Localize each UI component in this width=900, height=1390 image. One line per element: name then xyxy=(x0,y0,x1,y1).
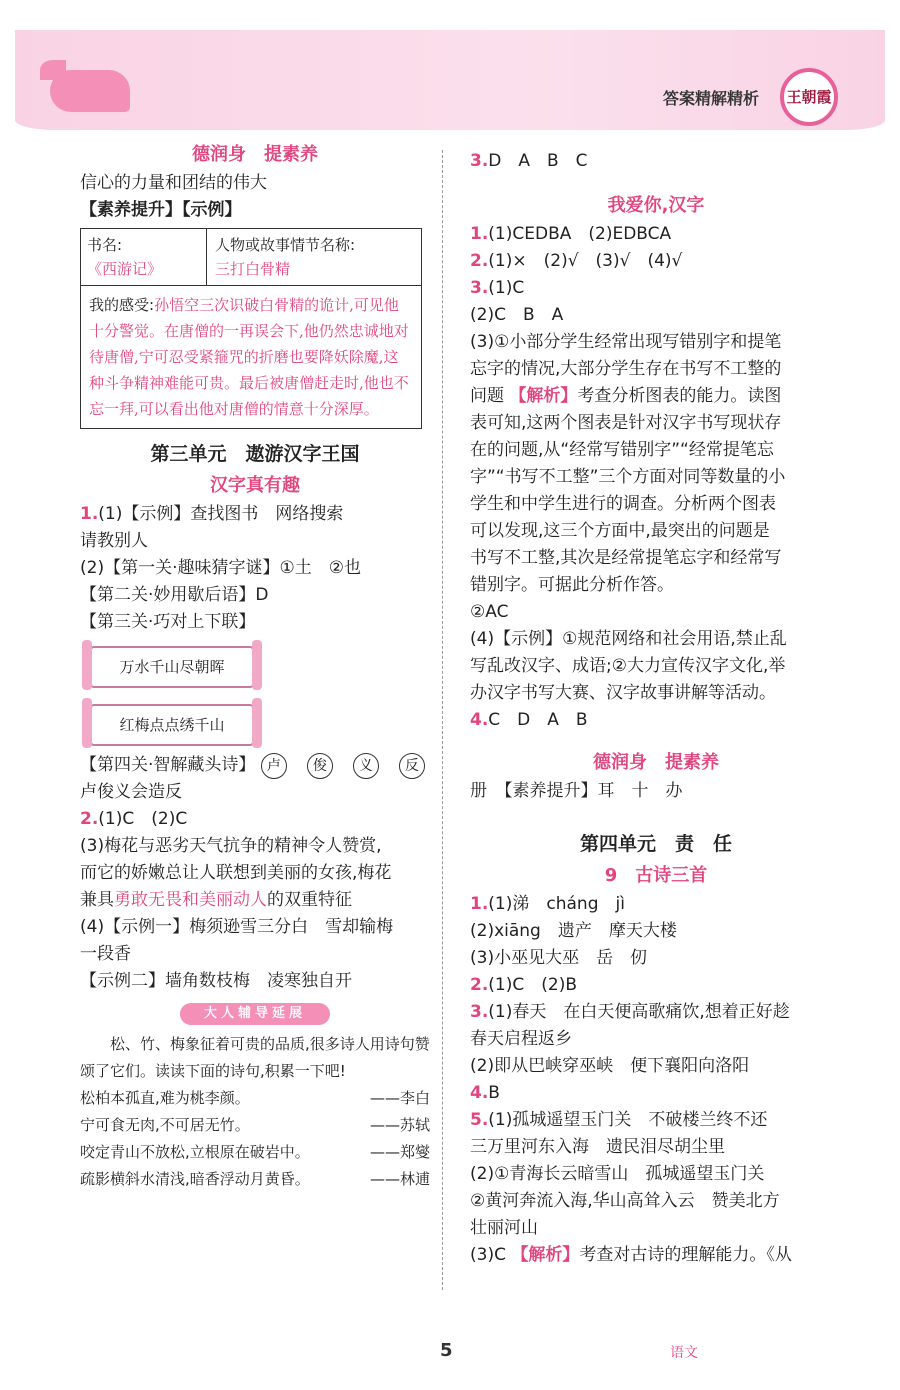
extension-banner: 大人辅导延展 xyxy=(180,1003,330,1025)
subject-label: 语文 xyxy=(670,1345,698,1361)
answer-text: D A B C xyxy=(488,151,588,171)
answer-line: 请教别人 xyxy=(80,531,148,551)
answer-line: (3)小巫见大巫 岳 仞 xyxy=(470,948,648,968)
answer-line: 学生和中学生进行的调查。分析两个图表 xyxy=(470,494,776,514)
answer-text: (1)春天 在白天便高歌痛饮,想着正好趁 xyxy=(488,1002,790,1022)
question-number: 5. xyxy=(470,1110,489,1130)
answer-line: 【示例二】墙角数枝梅 凌寒独自开 xyxy=(80,971,352,991)
answer-line xyxy=(470,148,842,175)
feeling-value: 孙悟空三次识破白骨精的诡计,可见他十分警觉。在唐僧的一再误会下,他仍然忠诚地对待唐僧,宁可忍受紧箍咒的折磨也要降妖除魔,这种斗争精神难能可贵。最后被唐僧赶走时,他也不忘一拜,可以看出他对唐僧的情意十分深厚。 xyxy=(89,296,409,418)
answer-line: 而它的娇嫩总让人联想到美丽的女孩,梅花 xyxy=(80,863,392,883)
answer-line: 字”“书写不工整”三个方面对同等数量的小 xyxy=(470,467,786,487)
circled-char: 反 xyxy=(399,753,425,779)
answer-line xyxy=(470,275,842,302)
unit-title: 第四单元 责 任 xyxy=(579,833,732,855)
answer-line xyxy=(470,972,842,999)
story-label: 人物或故事情节名称: xyxy=(215,236,356,254)
answer-line: 写乱改汉字、成语;②大力宣传汉字文化,举 xyxy=(470,656,786,676)
feeling-cell xyxy=(81,286,421,428)
poem-text: 咬定青山不放松,立根原在破岩中。 xyxy=(80,1143,310,1161)
answer-text: (1)涕 cháng jì xyxy=(488,894,625,914)
question-number: 4. xyxy=(470,1083,489,1103)
poem-line xyxy=(80,1139,430,1166)
analysis-tag: 【解析】 xyxy=(511,1245,580,1265)
poem-author: ——郑燮 xyxy=(369,1143,430,1161)
poem-line xyxy=(80,1166,430,1193)
answer-line: ②AC xyxy=(470,602,509,622)
reading-table xyxy=(80,228,422,429)
answer-line: (3)①小部分学生经常出现写错别字和提笔 xyxy=(470,332,782,352)
poem-author: ——林逋 xyxy=(369,1170,430,1188)
lesson-title: 9 古诗三首 xyxy=(604,865,708,886)
answer-line: (4)【示例】①规范网络和社会用语,禁止乱 xyxy=(470,629,787,649)
answer-line xyxy=(470,383,842,410)
answer-text: (1)CEDBA (2)EDBCA xyxy=(488,224,672,244)
answer-line xyxy=(470,891,842,918)
question-number: 2. xyxy=(470,251,489,271)
question-number: 3. xyxy=(470,1002,489,1022)
question-number: 1. xyxy=(80,504,99,524)
page-header xyxy=(15,30,885,130)
question-number: 4. xyxy=(470,710,489,730)
feeling-label: 我的感受: xyxy=(89,296,155,314)
answer-line: 【第三关·巧对上下联】 xyxy=(80,612,256,632)
answer-line: 忘字的情况,大部分学生存在书写不工整的 xyxy=(470,359,782,379)
page-number: 5 xyxy=(440,1340,453,1361)
whale-icon xyxy=(50,70,130,112)
poem-text: 宁可食无肉,不可居无竹。 xyxy=(80,1116,250,1134)
couplet-scroll: 红梅点点绣千山 xyxy=(90,704,254,746)
answer-line xyxy=(470,999,842,1026)
answer-line: 春天启程返乡 xyxy=(470,1029,572,1049)
answer-text: (1)C xyxy=(488,278,525,298)
answer-line: 【第二关·妙用歇后语】D xyxy=(80,585,269,605)
answer-line xyxy=(470,1107,842,1134)
question-number: 2. xyxy=(470,975,489,995)
answer-text: 的双重特征 xyxy=(267,890,352,910)
poem-author: ——苏轼 xyxy=(369,1116,430,1134)
poem-author: ——李白 xyxy=(369,1089,430,1107)
poem-line xyxy=(80,1085,430,1112)
couplet-scroll: 万水千山尽朝晖 xyxy=(90,646,254,688)
question-number: 3. xyxy=(470,278,489,298)
answer-line: 一段香 xyxy=(80,944,131,964)
brand-logo: 王朝霞 xyxy=(780,68,838,126)
answer-line: 在的问题,从“经常写错别字”“经常提笔忘 xyxy=(470,440,774,460)
circled-char: 俊 xyxy=(307,753,333,779)
book-label: 书名: xyxy=(87,236,123,254)
answer-text: (1)C (2)B xyxy=(488,975,577,995)
story-cell xyxy=(207,229,421,285)
answer-text: 兼具 xyxy=(80,890,114,910)
book-cell xyxy=(81,229,207,285)
answer-line: 卢俊义会造反 xyxy=(80,782,182,802)
answer-line: (2)C B A xyxy=(470,305,564,325)
poem-line xyxy=(80,1112,430,1139)
answer-line: 【素养提升】【示例】 xyxy=(80,200,242,220)
unit-title: 第三单元 遨游汉字王国 xyxy=(150,443,360,465)
answer-text: 考查分析图表的能力。读图 xyxy=(577,386,782,406)
answer-line: (3)梅花与恶劣天气抗争的精神令人赞赏, xyxy=(80,836,382,856)
answer-text: 【第四关·智解藏头诗】 xyxy=(80,755,256,775)
section-title: 德润身 提素养 xyxy=(593,752,719,773)
answer-line: 书写不工整,其次是经常提笔忘字和经常写 xyxy=(470,548,782,568)
header-title: 答案精解精析 xyxy=(663,89,760,108)
answer-line: 册 【素养提升】耳 十 办 xyxy=(470,781,683,801)
answer-line: 表可知,这两个图表是针对汉字书写现状存 xyxy=(470,413,782,433)
story-value: 三打白骨精 xyxy=(215,260,291,278)
answer-text: 考查对古诗的理解能力。《从 xyxy=(579,1245,792,1265)
answer-line xyxy=(470,1080,842,1107)
lesson-title: 汉字真有趣 xyxy=(210,475,300,496)
answer-line: (2)即从巴峡穿巫峡 便下襄阳向洛阳 xyxy=(470,1056,750,1076)
answer-text: B xyxy=(488,1083,500,1103)
circled-char: 义 xyxy=(353,753,379,779)
answer-line xyxy=(80,752,430,779)
poem-text: 疏影横斜水清浅,暗香浮动月黄昏。 xyxy=(80,1170,310,1188)
answer-line xyxy=(470,248,842,275)
question-number: 1. xyxy=(470,224,489,244)
answer-line: 信心的力量和团结的伟大 xyxy=(80,173,267,193)
answer-line: (4)【示例一】梅须逊雪三分白 雪却输梅 xyxy=(80,917,394,937)
answer-line: ②黄河奔流入海,华山高耸入云 赞美北方 xyxy=(470,1191,780,1211)
answer-text: (1)孤城遥望玉门关 不破楼兰终不还 xyxy=(488,1110,768,1130)
answer-text: (1)C (2)C xyxy=(98,809,188,829)
circled-char: 卢 xyxy=(261,753,287,779)
question-number: 2. xyxy=(80,809,99,829)
answer-line: (2)①青海长云暗雪山 孤城遥望玉门关 xyxy=(470,1164,765,1184)
analysis-tag: 【解析】 xyxy=(509,386,578,406)
answer-line: 三万里河东入海 遗民泪尽胡尘里 xyxy=(470,1137,725,1157)
extension-paragraph: 松、竹、梅象征着可贵的品质,很多诗人用诗句赞颂了它们。读读下面的诗句,积累一下吧! xyxy=(80,1035,430,1080)
section-title: 德润身 提素养 xyxy=(192,144,318,165)
answer-line: 办汉字书写大赛、汉字故事讲解等活动。 xyxy=(470,683,776,703)
answer-text: C D A B xyxy=(488,710,588,730)
answer-text: 问题 xyxy=(470,386,504,406)
answer-line: 错别字。可据此分析作答。 xyxy=(470,575,674,595)
right-column xyxy=(470,148,842,1269)
answer-text: (3)C xyxy=(470,1245,506,1265)
answer-line xyxy=(80,501,430,528)
answer-line: (2)xiāng 遗产 摩天大楼 xyxy=(470,921,677,941)
answer-line xyxy=(80,887,430,914)
answer-line xyxy=(470,1242,842,1269)
answer-text: (1)【示例】查找图书 网络搜索 xyxy=(98,504,344,524)
left-column xyxy=(80,140,430,1193)
answer-line xyxy=(470,707,842,734)
answer-line: 壮丽河山 xyxy=(470,1218,538,1238)
question-number: 3. xyxy=(470,151,489,171)
answer-text: (1)× (2)√ (3)√ (4)√ xyxy=(488,251,683,271)
column-divider xyxy=(442,150,443,1290)
book-value: 《西游记》 xyxy=(87,260,163,278)
answer-line xyxy=(80,806,430,833)
section-title: 我爱你,汉字 xyxy=(607,195,705,216)
answer-line: (2)【第一关·趣味猜字谜】①土 ②也 xyxy=(80,558,361,578)
question-number: 1. xyxy=(470,894,489,914)
highlight-text: 勇敢无畏和美丽动人 xyxy=(114,890,267,910)
answer-line xyxy=(470,221,842,248)
poem-text: 松柏本孤直,难为桃李颜。 xyxy=(80,1089,250,1107)
answer-line: 可以发现,这三个方面中,最突出的问题是 xyxy=(470,521,770,541)
